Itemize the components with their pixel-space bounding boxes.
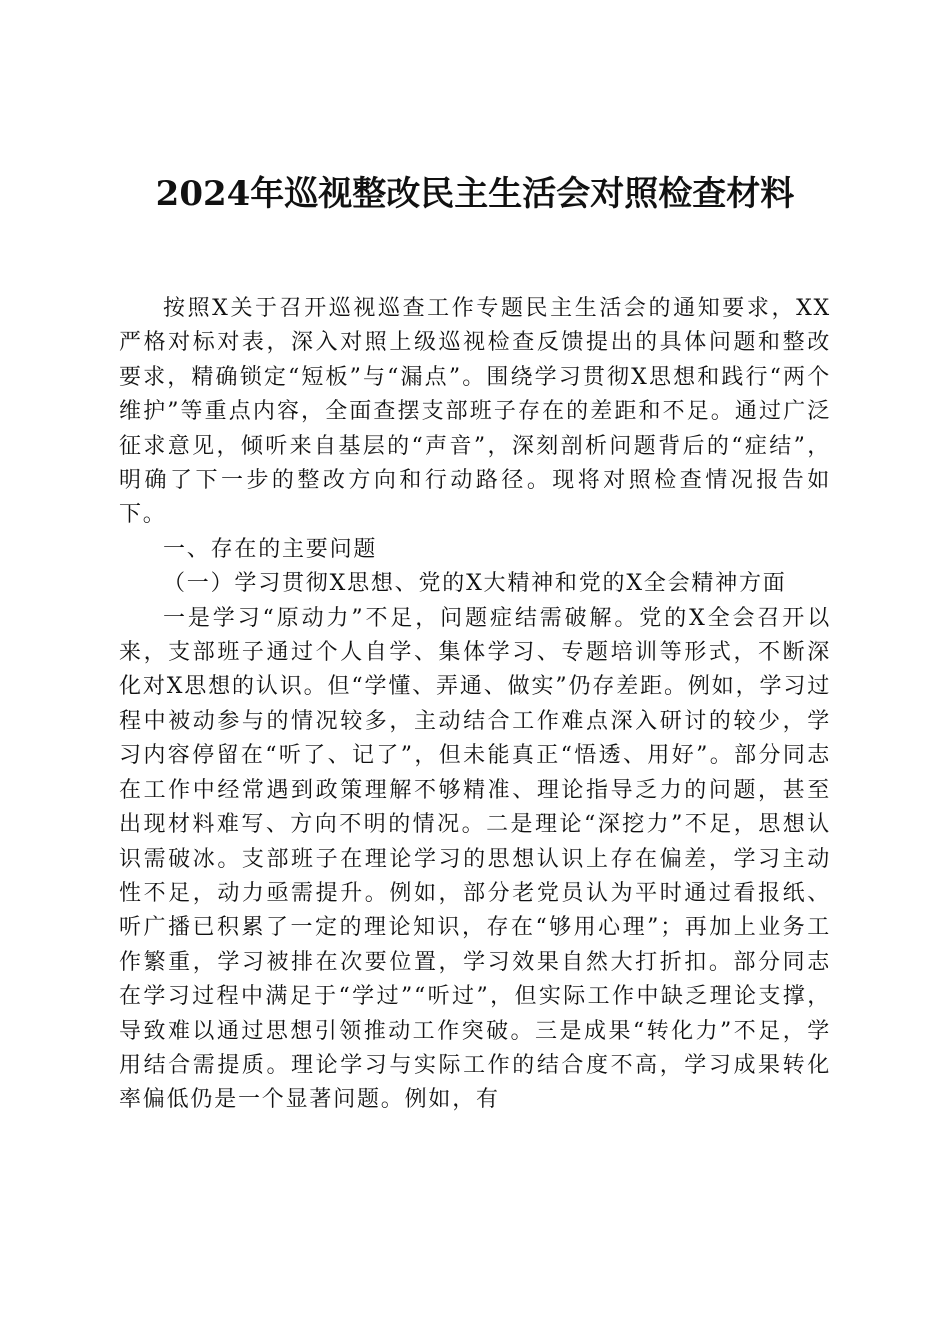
body-paragraph: 一是学习“原动力”不足，问题症结需破解。党的X全会召开以来，支部班子通过个人自学、集体学习、专题培训等形式，不断深化对X思想的认识。但“学懂、弄通、做实”仍存差距。例如，学习过程中被动参与的情况较多，主动结合工作难点深入研讨的较少，学习内容停留在“听了、记了”，但未能真正“悟透、用好”。部分同志在工作中经常遇到政策理解不够精准、理论指导乏力的问题，甚至出现材料难写、方向不明的情况。二是理论“深挖力”不足，思想认识需破冰。支部班子在理论学习的思想认识上存在偏差，学习主动性不足，动力亟需提升。例如，部分老党员认为平时通过看报纸、听广播已积累了一定的理论知识，存在“够用心理”；再加上业务工作繁重，学习被排在次要位置，学习效果自然大打折扣。部分同志在学习过程中满足于“学过”“听过”，但实际工作中缺乏理论支撑，导致难以通过思想引领推动工作突破。三是成果“转化力”不足，学用结合需提质。理论学习与实际工作的结合度不高，学习成果转化率偏低仍是一个显著问题。例如，有: [119, 605, 831, 1113]
intro-paragraph: 按照X关于召开巡视巡查工作专题民主生活会的通知要求，XX严格对标对表，深入对照上级巡视检查反馈提出的具体问题和整改要求，精确锁定“短板”与“漏点”。围绕学习贯彻X思想和践行“两个维护”等重点内容，全面查摆支部班子存在的差距和不足。通过广泛征求意见，倾听来自基层的“声音”，深刻剖析问题背后的“症结”，明确了下一步的整改方向和行动路径。现将对照检查情况报告如下。: [119, 296, 831, 528]
subsection-heading: （一）学习贯彻X思想、党的X大精神和党的X全会精神方面: [163, 571, 787, 597]
document-body: [119, 292, 831, 1118]
section-heading: 一、存在的主要问题: [163, 536, 378, 562]
document-title: 2024年巡视整改民主生活会对照检查材料: [155, 174, 795, 214]
